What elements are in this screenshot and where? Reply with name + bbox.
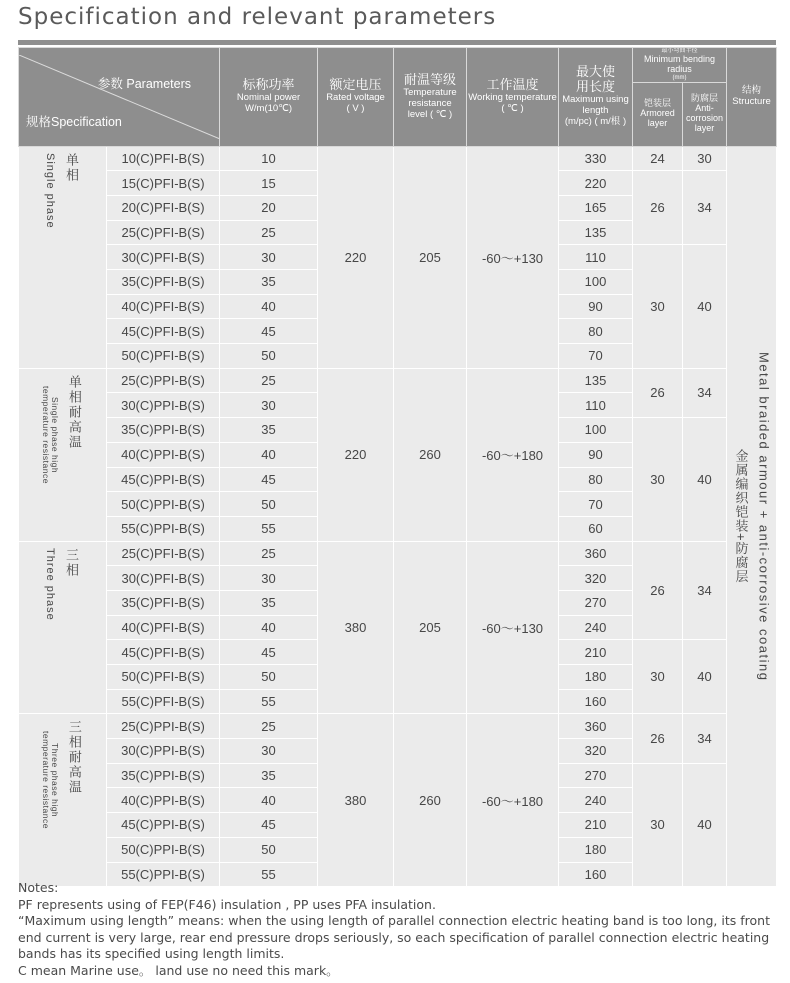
max-length-cell: 210 — [559, 813, 633, 838]
header-structure: 结构 Structure — [727, 48, 777, 147]
structure-cell — [727, 146, 777, 887]
anticorr-radius-cell: 34 — [683, 171, 727, 245]
spec-cell: 35(C)PPI-B(S) — [107, 418, 220, 443]
spec-cell: 25(C)PPI-B(S) — [107, 714, 220, 739]
max-length-cell: 80 — [559, 319, 633, 344]
power-cell: 30 — [220, 393, 318, 418]
max-length-cell: 60 — [559, 516, 633, 541]
group-label-en: Single phase — [44, 152, 56, 229]
spec-table — [18, 47, 777, 887]
power-cell: 30 — [220, 566, 318, 591]
power-cell: 20 — [220, 195, 318, 220]
max-length-cell: 135 — [559, 368, 633, 393]
group-label-en: Three phase high temperature resistance — [41, 731, 60, 830]
spec-cell: 35(C)PFI-B(S) — [107, 590, 220, 615]
power-cell: 45 — [220, 467, 318, 492]
max-length-cell: 165 — [559, 195, 633, 220]
header-diagonal-cell — [19, 48, 220, 147]
power-cell: 25 — [220, 541, 318, 566]
max-length-cell: 110 — [559, 245, 633, 270]
header-parameters: 参数 Parameters — [97, 76, 191, 91]
max-length-cell: 270 — [559, 590, 633, 615]
group-label-cell — [19, 368, 107, 541]
power-cell: 10 — [220, 146, 318, 171]
spec-cell: 50(C)PPI-B(S) — [107, 837, 220, 862]
title-divider — [18, 40, 776, 45]
power-cell: 35 — [220, 590, 318, 615]
work-temp-cell: -60～+130 — [467, 146, 559, 368]
notes-line-3: C mean Marine use。 land use no need this mark。 — [18, 962, 339, 978]
header-temp-level: 耐温等级 Temperature resistance level ( ℃ ) — [394, 48, 467, 147]
group-label-cn: 单相 — [64, 152, 79, 183]
spec-cell: 25(C)PPI-B(S) — [107, 368, 220, 393]
power-cell: 40 — [220, 788, 318, 813]
group-label-cn: 三相 — [64, 547, 79, 578]
anticorr-radius-cell: 34 — [683, 541, 727, 640]
power-cell: 45 — [220, 319, 318, 344]
temp-level-cell: 260 — [394, 714, 467, 887]
spec-cell: 40(C)PPI-B(S) — [107, 442, 220, 467]
spec-cell: 55(C)PFI-B(S) — [107, 689, 220, 714]
armored-radius-cell: 26 — [633, 368, 683, 417]
max-length-cell: 180 — [559, 665, 633, 690]
max-length-cell: 360 — [559, 541, 633, 566]
table-row — [19, 541, 777, 566]
spec-cell: 20(C)PFI-B(S) — [107, 195, 220, 220]
structure-en: Metal braided armour + anti-corrosive coating — [756, 351, 772, 682]
armored-radius-cell: 30 — [633, 763, 683, 886]
table-row — [19, 146, 777, 171]
power-cell: 35 — [220, 418, 318, 443]
page-title: Specification and relevant parameters — [18, 4, 497, 30]
notes-line-2: “Maximum using length” means: when the using length of parallel connection electric heating band is too long, its front end current is very large, rear end pressure drops seriously, so each specification of parallel connection electric heating bands has its specified using length limits. — [18, 913, 770, 961]
spec-cell: 40(C)PFI-B(S) — [107, 294, 220, 319]
voltage-cell: 380 — [318, 541, 394, 714]
header-specification: 规格Specification — [26, 115, 122, 130]
spec-cell: 55(C)PPI-B(S) — [107, 516, 220, 541]
armored-radius-cell: 30 — [633, 640, 683, 714]
spec-cell: 50(C)PPI-B(S) — [107, 492, 220, 517]
header-power: 标称功率 Nominal power W/m(10℃) — [220, 48, 318, 147]
power-cell: 55 — [220, 689, 318, 714]
power-cell: 25 — [220, 220, 318, 245]
spec-cell: 50(C)PFI-B(S) — [107, 665, 220, 690]
armored-radius-cell: 26 — [633, 171, 683, 245]
anticorr-radius-cell: 40 — [683, 640, 727, 714]
table-row — [19, 368, 777, 393]
spec-cell: 45(C)PFI-B(S) — [107, 640, 220, 665]
group-label-cn: 单相耐高温 — [66, 374, 82, 450]
header-bend-radius: 最小弯曲半径 Minimum bending radius (mm) — [633, 48, 727, 83]
power-cell: 40 — [220, 294, 318, 319]
spec-cell: 45(C)PFI-B(S) — [107, 319, 220, 344]
anticorr-radius-cell: 30 — [683, 146, 727, 171]
anticorr-radius-cell: 40 — [683, 245, 727, 368]
spec-cell: 15(C)PFI-B(S) — [107, 171, 220, 196]
max-length-cell: 360 — [559, 714, 633, 739]
power-cell: 15 — [220, 171, 318, 196]
notes — [18, 880, 780, 979]
voltage-cell: 220 — [318, 146, 394, 368]
max-length-cell: 110 — [559, 393, 633, 418]
power-cell: 40 — [220, 615, 318, 640]
table-row — [19, 714, 777, 739]
max-length-cell: 210 — [559, 640, 633, 665]
max-length-cell: 160 — [559, 862, 633, 887]
max-length-cell: 70 — [559, 344, 633, 369]
max-length-cell: 240 — [559, 615, 633, 640]
max-length-cell: 90 — [559, 442, 633, 467]
power-cell: 50 — [220, 344, 318, 369]
header-anticorr: 防腐层 Anti-corrosion layer — [683, 82, 727, 146]
max-length-cell: 320 — [559, 739, 633, 764]
max-length-cell: 160 — [559, 689, 633, 714]
max-length-cell: 90 — [559, 294, 633, 319]
power-cell: 45 — [220, 640, 318, 665]
header-armored: 铠装层 Armored layer — [633, 82, 683, 146]
spec-table-body — [19, 146, 777, 887]
anticorr-radius-cell: 34 — [683, 714, 727, 763]
header-voltage: 额定电压 Rated voltage ( V ) — [318, 48, 394, 147]
spec-cell: 40(C)PFI-B(S) — [107, 615, 220, 640]
armored-radius-cell: 30 — [633, 418, 683, 541]
power-cell: 45 — [220, 813, 318, 838]
temp-level-cell: 205 — [394, 541, 467, 714]
spec-cell: 35(C)PPI-B(S) — [107, 763, 220, 788]
group-label-cn: 三相耐高温 — [66, 720, 82, 796]
power-cell: 55 — [220, 516, 318, 541]
voltage-cell: 380 — [318, 714, 394, 887]
max-length-cell: 270 — [559, 763, 633, 788]
max-length-cell: 330 — [559, 146, 633, 171]
notes-line-1: PF represents using of FEP(F46) insulation , PP uses PFA insulation. — [18, 896, 436, 912]
power-cell: 35 — [220, 270, 318, 295]
spec-cell: 50(C)PFI-B(S) — [107, 344, 220, 369]
spec-cell: 25(C)PFI-B(S) — [107, 220, 220, 245]
temp-level-cell: 205 — [394, 146, 467, 368]
header-work-temp: 工作温度 Working temperature ( ℃ ) — [467, 48, 559, 147]
spec-cell: 30(C)PFI-B(S) — [107, 566, 220, 591]
group-label-cell — [19, 146, 107, 368]
power-cell: 35 — [220, 763, 318, 788]
anticorr-radius-cell: 34 — [683, 368, 727, 417]
group-label-en: Three phase — [44, 547, 56, 621]
max-length-cell: 220 — [559, 171, 633, 196]
power-cell: 55 — [220, 862, 318, 887]
max-length-cell: 320 — [559, 566, 633, 591]
header-max-length: 最大使用长度 Maximum using length (m/pc) ( m/根 ) — [559, 48, 633, 147]
spec-cell: 45(C)PPI-B(S) — [107, 467, 220, 492]
power-cell: 40 — [220, 442, 318, 467]
group-label-en: Single phase high temperature resistance — [41, 385, 60, 484]
max-length-cell: 180 — [559, 837, 633, 862]
armored-radius-cell: 26 — [633, 714, 683, 763]
armored-radius-cell: 30 — [633, 245, 683, 368]
armored-radius-cell: 26 — [633, 541, 683, 640]
group-label-cell — [19, 541, 107, 714]
power-cell: 50 — [220, 492, 318, 517]
temp-level-cell: 260 — [394, 368, 467, 541]
spec-cell: 10(C)PFI-B(S) — [107, 146, 220, 171]
max-length-cell: 80 — [559, 467, 633, 492]
spec-cell: 35(C)PFI-B(S) — [107, 270, 220, 295]
power-cell: 50 — [220, 837, 318, 862]
spec-cell: 25(C)PFI-B(S) — [107, 541, 220, 566]
notes-heading: Notes: — [18, 880, 59, 895]
work-temp-cell: -60～+130 — [467, 541, 559, 714]
spec-cell: 45(C)PPI-B(S) — [107, 813, 220, 838]
max-length-cell: 100 — [559, 418, 633, 443]
work-temp-cell: -60～+180 — [467, 714, 559, 887]
anticorr-radius-cell: 40 — [683, 763, 727, 886]
power-cell: 25 — [220, 714, 318, 739]
power-cell: 50 — [220, 665, 318, 690]
max-length-cell: 135 — [559, 220, 633, 245]
structure-cn: 金属编织铠装+防腐层 — [733, 449, 749, 584]
power-cell: 30 — [220, 739, 318, 764]
power-cell: 30 — [220, 245, 318, 270]
voltage-cell: 220 — [318, 368, 394, 541]
spec-cell: 40(C)PPI-B(S) — [107, 788, 220, 813]
spec-cell: 30(C)PPI-B(S) — [107, 739, 220, 764]
max-length-cell: 70 — [559, 492, 633, 517]
spec-cell: 30(C)PFI-B(S) — [107, 245, 220, 270]
work-temp-cell: -60～+180 — [467, 368, 559, 541]
spec-cell: 30(C)PPI-B(S) — [107, 393, 220, 418]
power-cell: 25 — [220, 368, 318, 393]
armored-radius-cell: 24 — [633, 146, 683, 171]
spec-cell: 55(C)PPI-B(S) — [107, 862, 220, 887]
max-length-cell: 240 — [559, 788, 633, 813]
group-label-cell — [19, 714, 107, 887]
max-length-cell: 100 — [559, 270, 633, 295]
anticorr-radius-cell: 40 — [683, 418, 727, 541]
